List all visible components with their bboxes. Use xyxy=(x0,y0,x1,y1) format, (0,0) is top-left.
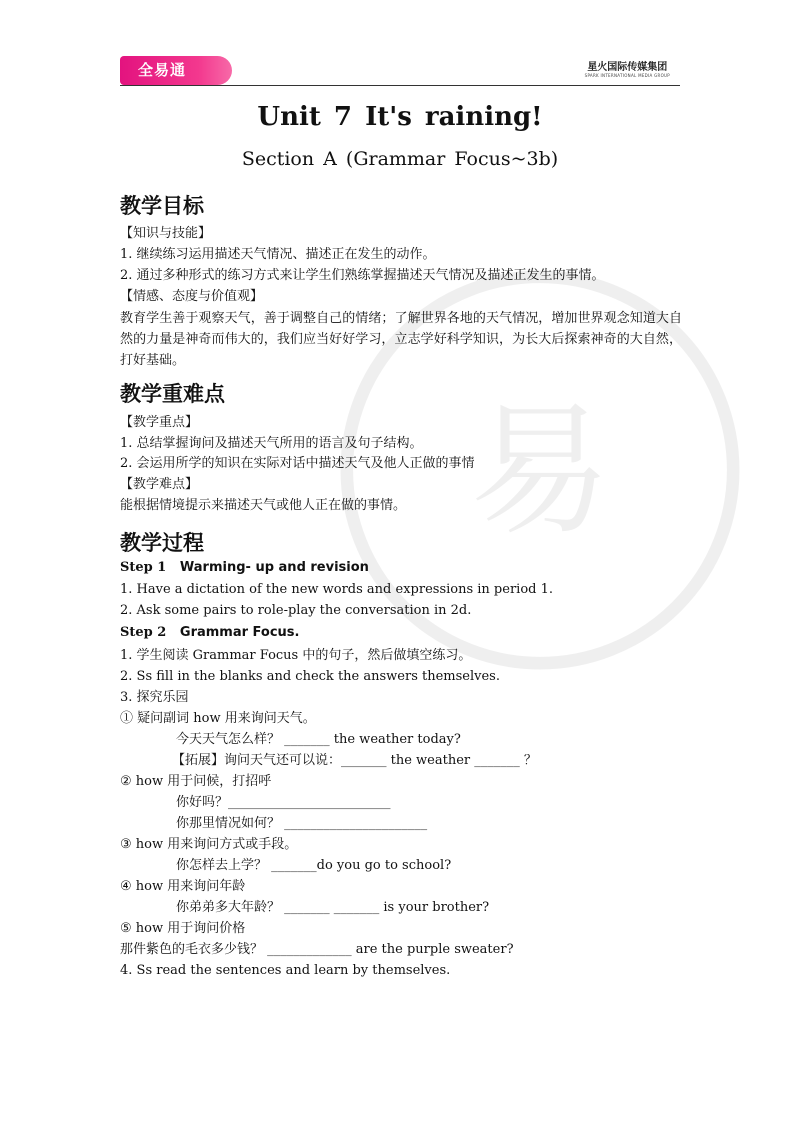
point-3-exercise-a: 你怎样去上学？ _______do you go to school? xyxy=(176,858,452,873)
point-2-exercise-a: 你好吗？_________________________ xyxy=(176,795,391,810)
step-1-title: Warming- up and revision xyxy=(179,560,369,575)
goal-item-1: 1. 继续练习运用描述天气情况、描述正在发生的动作。 xyxy=(120,247,436,262)
point-5: ⑤ how 用于询问价格 xyxy=(120,921,246,936)
step-1-item-2: 2. Ask some pairs to role-play the conversation in 2d. xyxy=(120,603,472,618)
header-rule xyxy=(120,85,680,86)
focus-item-2: 2. 会运用所学的知识在实际对话中描述天气及他人正做的事情 xyxy=(120,456,475,471)
heading-teaching-goals: 教学目标 xyxy=(120,194,204,218)
step-2-item-4: 4. Ss read the sentences and learn by themselves. xyxy=(120,963,451,978)
heading-key-points: 教学重难点 xyxy=(120,382,225,406)
point-1-exercise-a: 今天天气怎么样？ _______ the weather today? xyxy=(176,732,461,747)
goal-item-2: 2. 通过多种形式的练习方式来让学生们熟练掌握描述天气情况及描述正发生的事情。 xyxy=(120,268,605,283)
point-2: ② how 用于问候，打招呼 xyxy=(120,774,272,789)
publisher-name: 星火国际传媒集团 xyxy=(587,62,668,73)
svg-text:易: 易 xyxy=(468,387,612,555)
emotion-attitude-label: 【情感、态度与价值观】 xyxy=(120,289,264,304)
knowledge-skills-label: 【知识与技能】 xyxy=(120,226,212,241)
section-subtitle: Section A (Grammar Focus~3b) xyxy=(241,148,559,170)
heading-teaching-process: 教学过程 xyxy=(120,531,204,555)
point-4-exercise-a: 你弟弟多大年龄？ _______ _______ is your brother? xyxy=(176,900,490,915)
step-1-item-1: 1. Have a dictation of the new words and expressions in period 1. xyxy=(120,582,554,597)
quanyitong-logo: 全易通 xyxy=(120,56,232,85)
point-1-exercise-b: 【拓展】询问天气还可以说：_______ the weather _______ ？ xyxy=(172,753,537,768)
step-2-title: Grammar Focus. xyxy=(179,625,300,640)
point-1: ① 疑问副词 how 用来询问天气。 xyxy=(120,711,316,726)
step-2-item-1: 1. 学生阅读 Grammar Focus 中的句子，然后做填空练习。 xyxy=(120,648,472,663)
step-1-label: Step 1 xyxy=(120,560,167,575)
teaching-difficulty-label: 【教学难点】 xyxy=(120,477,199,492)
point-3: ③ how 用来询问方式或手段。 xyxy=(120,837,298,852)
teaching-focus-label: 【教学重点】 xyxy=(120,415,199,430)
unit-title: Unit 7 It's raining! xyxy=(257,102,543,132)
step-2-label: Step 2 xyxy=(120,625,167,640)
focus-item-1: 1. 总结掌握询问及描述天气所用的语言及句子结构。 xyxy=(120,436,423,451)
point-2-exercise-b: 你那里情况如何？ ______________________ xyxy=(176,816,428,831)
step-2-item-3: 3. 探究乐园 xyxy=(120,690,189,705)
point-5-exercise-a: 那件紫色的毛衣多少钱？ _____________ are the purple sweater? xyxy=(120,942,514,957)
publisher-brand xyxy=(585,62,670,79)
point-4: ④ how 用来询问年龄 xyxy=(120,879,246,894)
difficulty-text: 能根据情境提示来描述天气或他人正在做的事情。 xyxy=(120,498,407,513)
step-1-heading xyxy=(120,560,369,575)
step-2-heading xyxy=(120,625,299,640)
emotion-attitude-text: 教育学生善于观察天气，善于调整自己的情绪；了解世界各地的天气情况，增加世界观念知道大自然的力量是神奇而伟大的，我们应当好好学习，立志学好科学知识，为长大后探索神奇的大自然，打好基础。 xyxy=(120,311,682,368)
publisher-name-en: SPARK INTERNATIONAL MEDIA GROUP xyxy=(584,73,670,78)
page-header xyxy=(120,56,680,86)
step-2-item-2: 2. Ss fill in the blanks and check the answers themselves. xyxy=(120,669,500,684)
